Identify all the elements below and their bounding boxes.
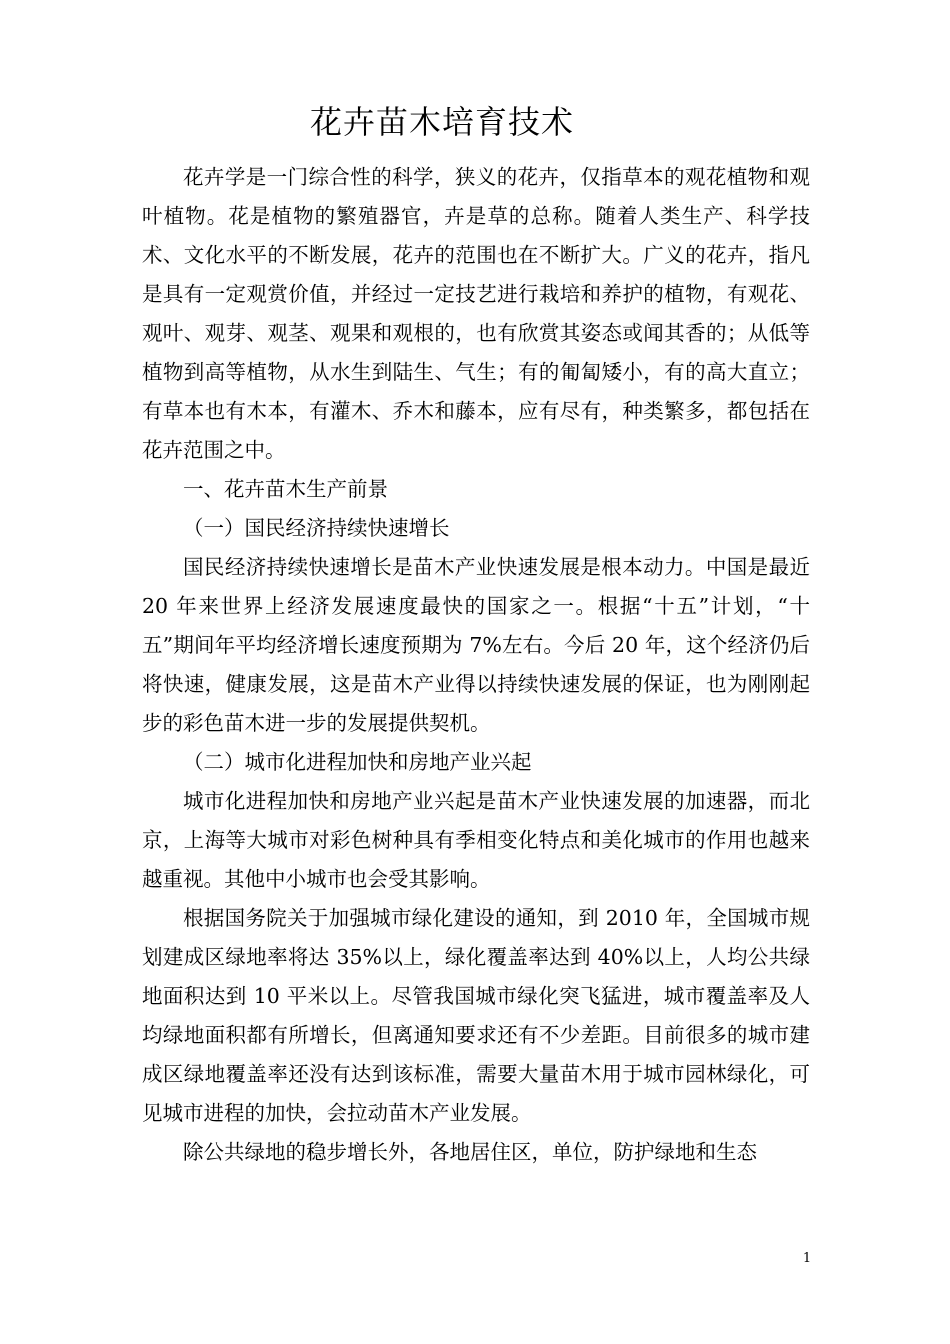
paragraph-economy: 国民经济持续快速增长是苗木产业快速发展是根本动力。中国是最近 20 年来世界上经济发展速度最快的国家之一。根据“十五”计划，“十五”期间年平均经济增长速度预期为 7%左右。今后 20 年，这个经济仍后将快速，健康发展，这是苗木产业得以持续快速发展的保证，也为刚刚起步的彩色苗木进一步的发展提供契机。 bbox=[142, 555, 810, 735]
subsection-heading: （二）城市化进程加快和房地产业兴起 bbox=[183, 750, 532, 774]
document-title: 花卉苗木培育技术 bbox=[309, 103, 574, 141]
page-number: 1 bbox=[802, 1251, 812, 1266]
paragraph-continued: 除公共绿地的稳步增长外，各地居住区，单位，防护绿地和生态 bbox=[183, 1140, 757, 1164]
subsection-heading: （一）国民经济持续快速增长 bbox=[183, 516, 450, 540]
paragraph-intro: 花卉学是一门综合性的科学，狭义的花卉，仅指草本的观花植物和观叶植物。花是植物的繁殖器官，卉是草的总称。随着人类生产、科学技术、文化水平的不断发展，花卉的范围也在不断扩大。广义的花卉，指凡是具有一定观赏价值，并经过一定技艺进行栽培和养护的植物，有观花、观叶、观芽、观茎、观果和观根的，也有欣赏其姿态或闻其香的；从低等植物到高等植物，从水生到陆生、气生；有的匍匐矮小，有的高大直立；有草本也有木本，有灌木、乔木和藤本，应有尽有，种类繁多，都包括在花卉范围之中。 bbox=[142, 165, 810, 462]
paragraph-greening-policy: 根据国务院关于加强城市绿化建设的通知，到 2010 年，全国城市规划建成区绿地率将达 35%以上，绿化覆盖率达到 40%以上，人均公共绿地面积达到 10 平米以上。尽管我国城市绿化突飞猛进，城市覆盖率及人均绿地面积都有所增长，但离通知要求还有不少差距。目前很多的城市建成区绿地覆盖率还没有达到该标准，需要大量苗木用于城市园林绿化，可见城市进程的加快，会拉动苗木产业发展。 bbox=[142, 906, 810, 1125]
section-heading: 一、花卉苗木生产前景 bbox=[183, 477, 388, 501]
paragraph-urbanization: 城市化进程加快和房地产业兴起是苗木产业快速发展的加速器，而北京，上海等大城市对彩色树种具有季相变化特点和美化城市的作用也越来越重视。其他中小城市也会受其影响。 bbox=[142, 789, 810, 891]
document-body bbox=[142, 158, 810, 1172]
